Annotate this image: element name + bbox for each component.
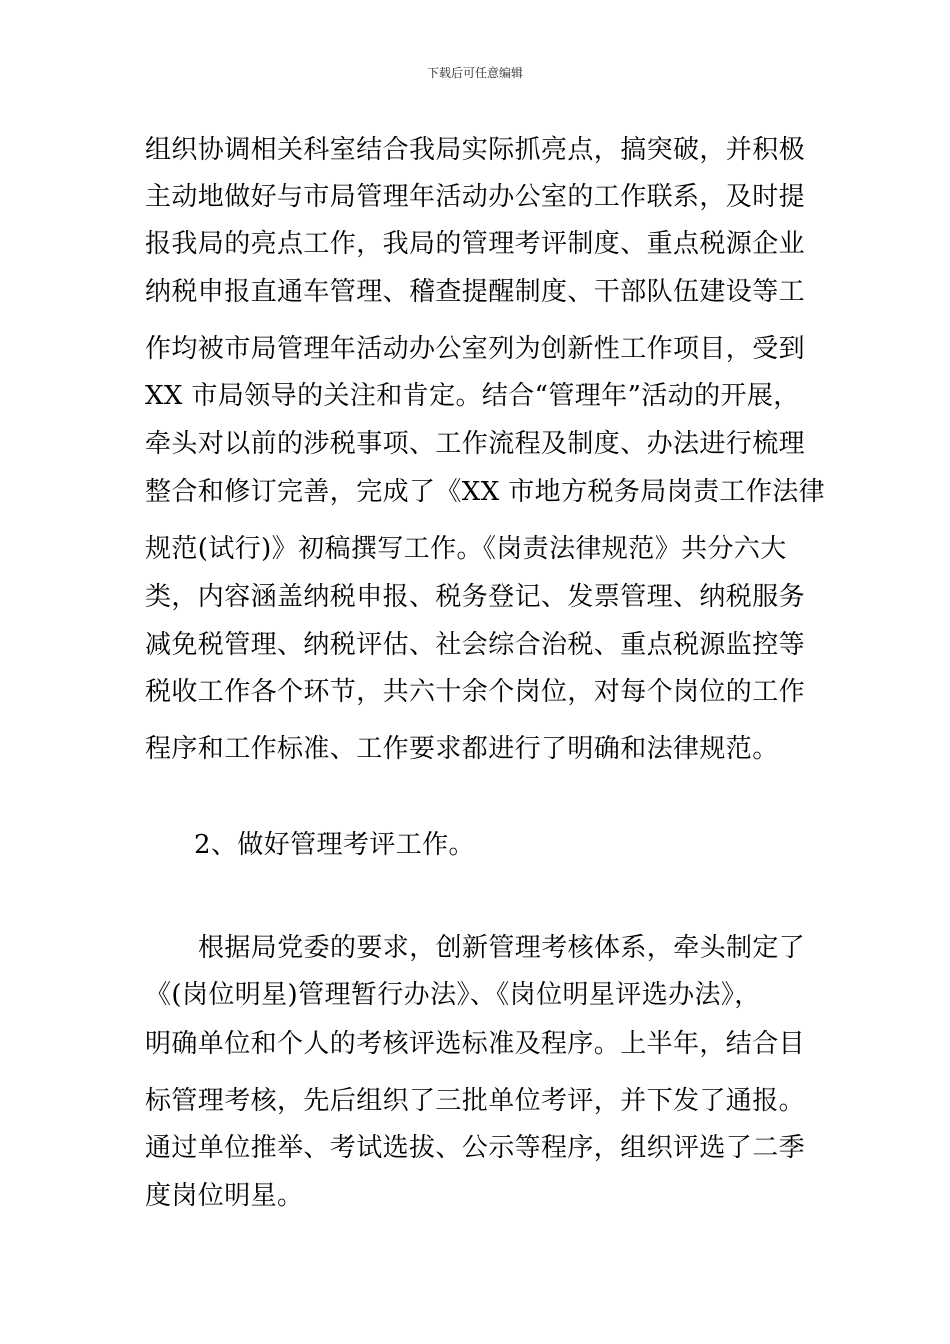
paragraph-line: 纳税申报直通车管理、稽查提醒制度、干部队伍建设等工 bbox=[145, 277, 806, 307]
paragraph-line: 减免税管理、纳税评估、社会综合治税、重点税源监控等 bbox=[145, 630, 806, 660]
paragraph-line: 牵头对以前的涉税事项、工作流程及制度、办法进行梳理 bbox=[145, 429, 806, 459]
paragraph-line: 根据局党委的要求，创新管理考核体系，牵头制定了 bbox=[198, 933, 806, 963]
paragraph-line: 报我局的亮点工作，我局的管理考评制度、重点税源企业 bbox=[145, 229, 806, 259]
paragraph-line: 税收工作各个环节，共六十余个岗位，对每个岗位的工作 bbox=[145, 677, 806, 707]
paragraph-line: 程序和工作标准、工作要求都进行了明确和法律规范。 bbox=[145, 734, 779, 764]
paragraph-line: 规范(试行)》初稿撰写工作。《岗责法律规范》共分六大 bbox=[145, 534, 787, 564]
paragraph-line: 类，内容涵盖纳税申报、税务登记、发票管理、纳税服务 bbox=[145, 582, 806, 612]
paragraph-line: 主动地做好与市局管理年活动办公室的工作联系，及时提 bbox=[145, 182, 806, 212]
paragraph-line: 整合和修订完善，完成了《XX 市地方税务局岗责工作法律 bbox=[145, 477, 826, 507]
page-header: 下载后可任意编辑 bbox=[426, 66, 523, 80]
paragraph-line: XX 市局领导的关注和肯定。结合“管理年”活动的开展， bbox=[145, 381, 800, 411]
paragraph-line: 组织协调相关科室结合我局实际抓亮点，搞突破，并积极 bbox=[145, 135, 806, 165]
section-heading: 2、做好管理考评工作。 bbox=[194, 830, 475, 860]
paragraph-line: 明确单位和个人的考核评选标准及程序。上半年，结合目 bbox=[145, 1029, 806, 1059]
paragraph-line: 度岗位明星。 bbox=[145, 1181, 304, 1211]
paragraph-line: 作均被市局管理年活动办公室列为创新性工作项目，受到 bbox=[145, 334, 806, 364]
paragraph-line: 标管理考核，先后组织了三批单位考评，并下发了通报。 bbox=[145, 1086, 806, 1116]
paragraph-line: 通过单位推举、考试选拔、公示等程序，组织评选了二季 bbox=[145, 1133, 806, 1163]
paragraph-line: 《(岗位明星)管理暂行办法》、《岗位明星评选办法》， bbox=[145, 980, 761, 1010]
